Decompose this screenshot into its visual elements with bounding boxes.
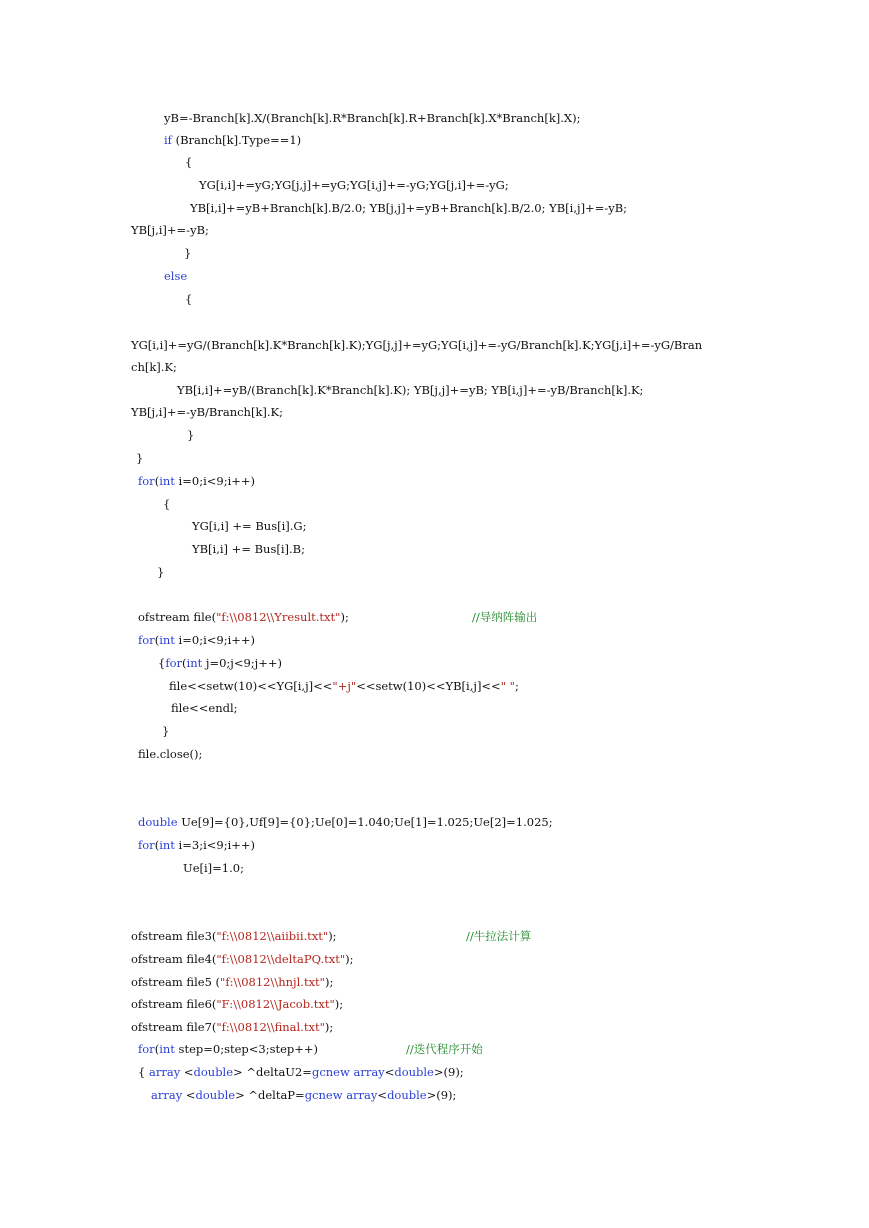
code-token: double: [387, 1088, 427, 1102]
code-token: YG[i,i] += Bus[i].G;: [192, 519, 307, 533]
code-line: [466, 928, 531, 944]
code-token: >(9);: [426, 1088, 457, 1102]
code-token: <: [182, 1088, 196, 1102]
code-token: for: [138, 838, 155, 852]
code-token: ofstream file5 (: [131, 975, 221, 989]
code-token: "f:\\0812\\Yresult.txt": [216, 610, 341, 624]
code-line: [131, 359, 177, 375]
code-token: <: [180, 1065, 194, 1079]
code-token: {: [185, 155, 193, 169]
code-line: [163, 496, 170, 512]
code-token: YG[i,i]+=yG/(Branch[k].K*Branch[k].K);YG[j,j]+=yG;YG[i,j]+=-yG/Branch[k].K;YG[j,i]+=-yG/Bran: [131, 338, 703, 352]
code-token: ;: [514, 679, 519, 693]
code-token: gcnew: [311, 1065, 350, 1079]
code-line: [199, 177, 509, 193]
code-token: if: [164, 133, 172, 147]
code-token: array: [346, 1088, 378, 1102]
code-token: (: [154, 633, 160, 647]
code-token: {: [185, 292, 193, 306]
code-line: [138, 609, 349, 625]
code-token: );: [345, 952, 354, 966]
code-line: [138, 473, 255, 489]
code-line: [157, 564, 164, 580]
code-token: {: [163, 497, 171, 511]
code-line: [138, 632, 255, 648]
code-token: i=0;i<9;i++): [174, 633, 256, 647]
code-line: [190, 200, 627, 216]
code-line: [131, 974, 333, 990]
code-token: int: [159, 1042, 175, 1056]
code-token: int: [159, 838, 175, 852]
code-line: [131, 1019, 333, 1035]
code-token: for: [138, 633, 155, 647]
code-token: i=0;i<9;i++): [174, 474, 256, 488]
code-line: [164, 110, 580, 126]
code-line: [185, 154, 192, 170]
code-line: [184, 245, 191, 261]
code-token: double: [394, 1065, 434, 1079]
code-line: [171, 700, 238, 716]
code-line: [406, 1041, 483, 1057]
code-token: j=0;j<9;j++): [202, 656, 282, 670]
code-token: "f:\\0812\\aiibii.txt": [216, 929, 329, 943]
code-token: YB[i,i]+=yB+Branch[k].B/2.0; YB[j,j]+=yB+Branch[k].B/2.0; YB[i,j]+=-yB;: [190, 201, 628, 215]
code-token: }: [162, 724, 170, 738]
code-token: int: [186, 656, 203, 670]
code-line: [185, 291, 192, 307]
code-token: > ^deltaU2=: [233, 1065, 312, 1079]
code-token: int: [159, 633, 175, 647]
code-token: array: [148, 1065, 181, 1079]
code-token: }: [136, 451, 144, 465]
code-line: [169, 678, 519, 694]
code-line: [187, 427, 194, 443]
code-token: i=3;i<9;i++): [174, 838, 256, 852]
code-line: [131, 996, 343, 1012]
code-token: (: [154, 474, 160, 488]
code-token: <<setw(10)<<YB[i,j]<<: [356, 679, 501, 693]
code-token: for: [165, 656, 183, 670]
code-token: array: [353, 1065, 385, 1079]
code-token: "+j": [332, 679, 357, 693]
code-token: {: [138, 1065, 149, 1079]
code-token: file<<setw(10)<<YG[i,j]<<: [169, 679, 333, 693]
code-line: [472, 609, 537, 625]
code-token: (: [182, 656, 187, 670]
code-line: [138, 814, 553, 830]
code-token: "F:\\0812\\Jacob.txt": [216, 997, 335, 1011]
code-token: }: [187, 428, 195, 442]
code-line: [138, 1041, 318, 1057]
code-line: [131, 337, 702, 353]
code-token: <: [384, 1065, 395, 1079]
code-token: );: [334, 997, 344, 1011]
code-token: ofstream file(: [138, 610, 217, 624]
code-line: [138, 837, 255, 853]
code-token: Ue[i]=1.0;: [183, 861, 244, 875]
code-token: gcnew: [304, 1088, 343, 1102]
code-token: file<<endl;: [171, 701, 238, 715]
code-line: [131, 928, 337, 944]
code-line: [138, 746, 202, 762]
code-line: [164, 268, 187, 284]
code-token: double: [195, 1088, 236, 1102]
code-token: double: [193, 1065, 234, 1079]
code-line: [131, 222, 209, 238]
code-token: "f:\\0812\\final.txt": [216, 1020, 325, 1034]
code-line: [162, 723, 169, 739]
code-token: (Branch[k].Type==1): [171, 133, 302, 147]
code-line: [136, 450, 143, 466]
code-token: );: [340, 610, 349, 624]
code-token: (: [154, 1042, 160, 1056]
code-token: }: [184, 246, 192, 260]
code-line: [192, 518, 306, 534]
code-token: ofstream file7(: [131, 1020, 217, 1034]
code-line: [158, 655, 282, 671]
code-token: step=0;step<3;step++): [174, 1042, 319, 1056]
code-token: YB[i,i]+=yB/(Branch[k].K*Branch[k].K); YB[j,j]+=yB; YB[i,j]+=-yB/Branch[k].K;: [177, 383, 644, 397]
code-token: ch[k].K;: [131, 360, 177, 374]
code-token: double: [138, 815, 178, 829]
code-token: );: [324, 975, 334, 989]
code-token: <: [377, 1088, 388, 1102]
code-line: [151, 1087, 456, 1103]
code-token: {: [158, 656, 166, 670]
code-token: //牛拉法计算: [466, 929, 532, 943]
code-token: "f:\\0812\\hnjl.txt": [220, 975, 325, 989]
code-token: int: [159, 474, 175, 488]
code-token: > ^deltaP=: [235, 1088, 305, 1102]
code-line: [131, 951, 354, 967]
code-token: " ": [500, 679, 515, 693]
code-token: >(9);: [433, 1065, 464, 1079]
code-line: [192, 541, 305, 557]
code-token: else: [164, 269, 188, 283]
code-token: YB[j,i]+=-yB/Branch[k].K;: [131, 405, 284, 419]
code-token: }: [157, 565, 165, 579]
code-token: YB[i,i] += Bus[i].B;: [192, 542, 306, 556]
code-token: //导纳阵输出: [472, 610, 538, 624]
code-line: [164, 132, 301, 148]
code-token: file.close();: [138, 747, 203, 761]
code-token: YG[i,i]+=yG;YG[j,j]+=yG;YG[i,j]+=-yG;YG[j,i]+=-yG;: [199, 178, 509, 192]
code-token: YB[j,i]+=-yB;: [131, 223, 209, 237]
code-token: "f:\\0812\\deltaPQ.txt": [216, 952, 346, 966]
code-token: //迭代程序开始: [406, 1042, 483, 1056]
code-token: );: [328, 929, 337, 943]
code-line: [177, 382, 643, 398]
code-token: yB=-Branch[k].X/(Branch[k].R*Branch[k].R+Branch[k].X*Branch[k].X);: [164, 111, 581, 125]
code-line: [183, 860, 244, 876]
code-token: for: [138, 474, 155, 488]
code-token: );: [324, 1020, 334, 1034]
code-line: [131, 404, 283, 420]
code-line: [138, 1064, 464, 1080]
code-token: ofstream file4(: [131, 952, 217, 966]
code-token: Ue[9]={0},Uf[9]={0};Ue[0]=1.040;Ue[1]=1.025;Ue[2]=1.025;: [177, 815, 553, 829]
code-token: (: [154, 838, 160, 852]
code-token: array: [151, 1088, 183, 1102]
code-token: ofstream file6(: [131, 997, 217, 1011]
code-token: ofstream file3(: [131, 929, 217, 943]
code-token: for: [138, 1042, 155, 1056]
